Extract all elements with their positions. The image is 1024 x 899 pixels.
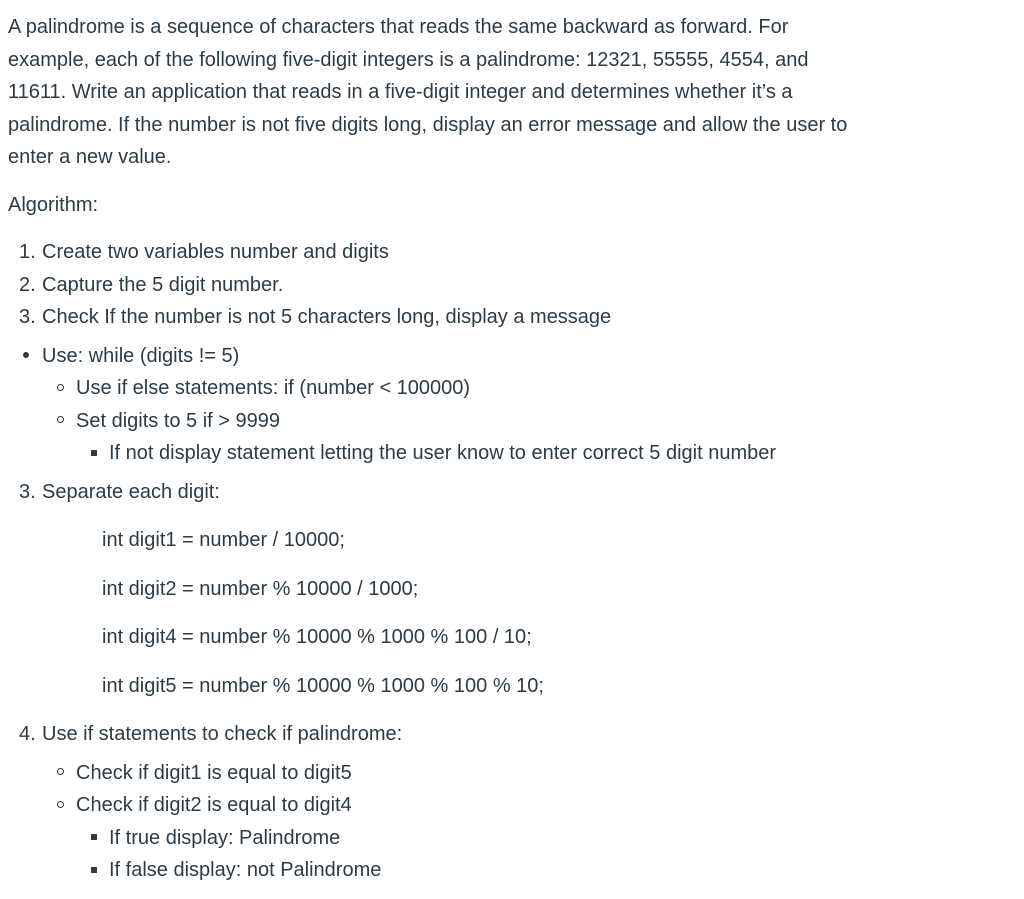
algorithm-heading: Algorithm: [8,193,99,216]
list-item [8,437,1008,470]
list-item [8,405,1008,438]
steps-list [8,236,1008,334]
step-item [8,301,1008,334]
list-item [8,854,1008,887]
square-bullet-icon [91,437,97,470]
step-text: Check If the number is not 5 characters long, display a message [42,306,612,328]
code-line: int digit5 = number % 10000 % 1000 % 100 % 10; [102,674,544,697]
while-bullet-list [8,340,1008,470]
bullet-text: If not display statement letting the user know to enter correct 5 digit number [109,442,777,464]
circle-bullet-icon [57,372,64,405]
bullet-text: If true display: Palindrome [109,826,341,849]
step-item [8,476,1008,509]
step-text: Create two variables number and digits [42,241,389,263]
list-item [8,757,1008,790]
step-text: Separate each digit: [42,480,220,503]
disc-bullet-icon [23,340,29,373]
code-line: int digit1 = number / 10000; [102,529,345,551]
step-number: 3. [19,480,36,503]
bullet-text: Use: while (digits != 5) [42,344,240,367]
step-number: 1. [19,241,36,263]
bullet-text: Use if else statements: if (number < 100000) [76,377,471,399]
step-text: Use if statements to check if palindrome: [42,723,403,745]
circle-bullet-icon [57,757,64,790]
document-body [8,11,1008,887]
square-bullet-icon [91,854,97,887]
bullet-text: Check if digit2 is equal to digit4 [76,794,352,816]
step-item [8,236,1008,269]
intro-paragraph: A palindrome is a sequence of characters that reads the same backward as forward. For example, each of the following five-digit integers is a palindrome: 12321, 55555, 4554, and 11611. Write an application that reads in a five-digit integer and determines whether it’s a palindrome. If the number is not five digits long, display an error message and allow the user to enter a new value. [8,16,848,168]
list-item [8,789,1008,822]
list-item [8,340,1008,373]
circle-bullet-icon [57,789,64,822]
code-line: int digit2 = number % 10000 / 1000; [102,577,419,600]
bullet-text: Check if digit1 is equal to digit5 [76,761,352,784]
step-text: Capture the 5 digit number. [42,273,284,296]
bullet-text: Set digits to 5 if > 9999 [76,409,281,432]
step-item [8,269,1008,302]
bullet-text: If false display: not Palindrome [109,859,382,881]
palindrome-check-list [8,757,1008,887]
code-line: int digit4 = number % 10000 % 1000 % 100 / 10; [102,626,532,648]
list-item [8,822,1008,855]
list-item [8,372,1008,405]
step-number: 2. [19,273,36,296]
step-number: 4. [19,723,36,745]
square-bullet-icon [91,822,97,855]
code-block [8,524,1008,702]
step-number: 3. [19,306,36,328]
circle-bullet-icon [57,405,64,438]
step-item [8,718,1008,751]
